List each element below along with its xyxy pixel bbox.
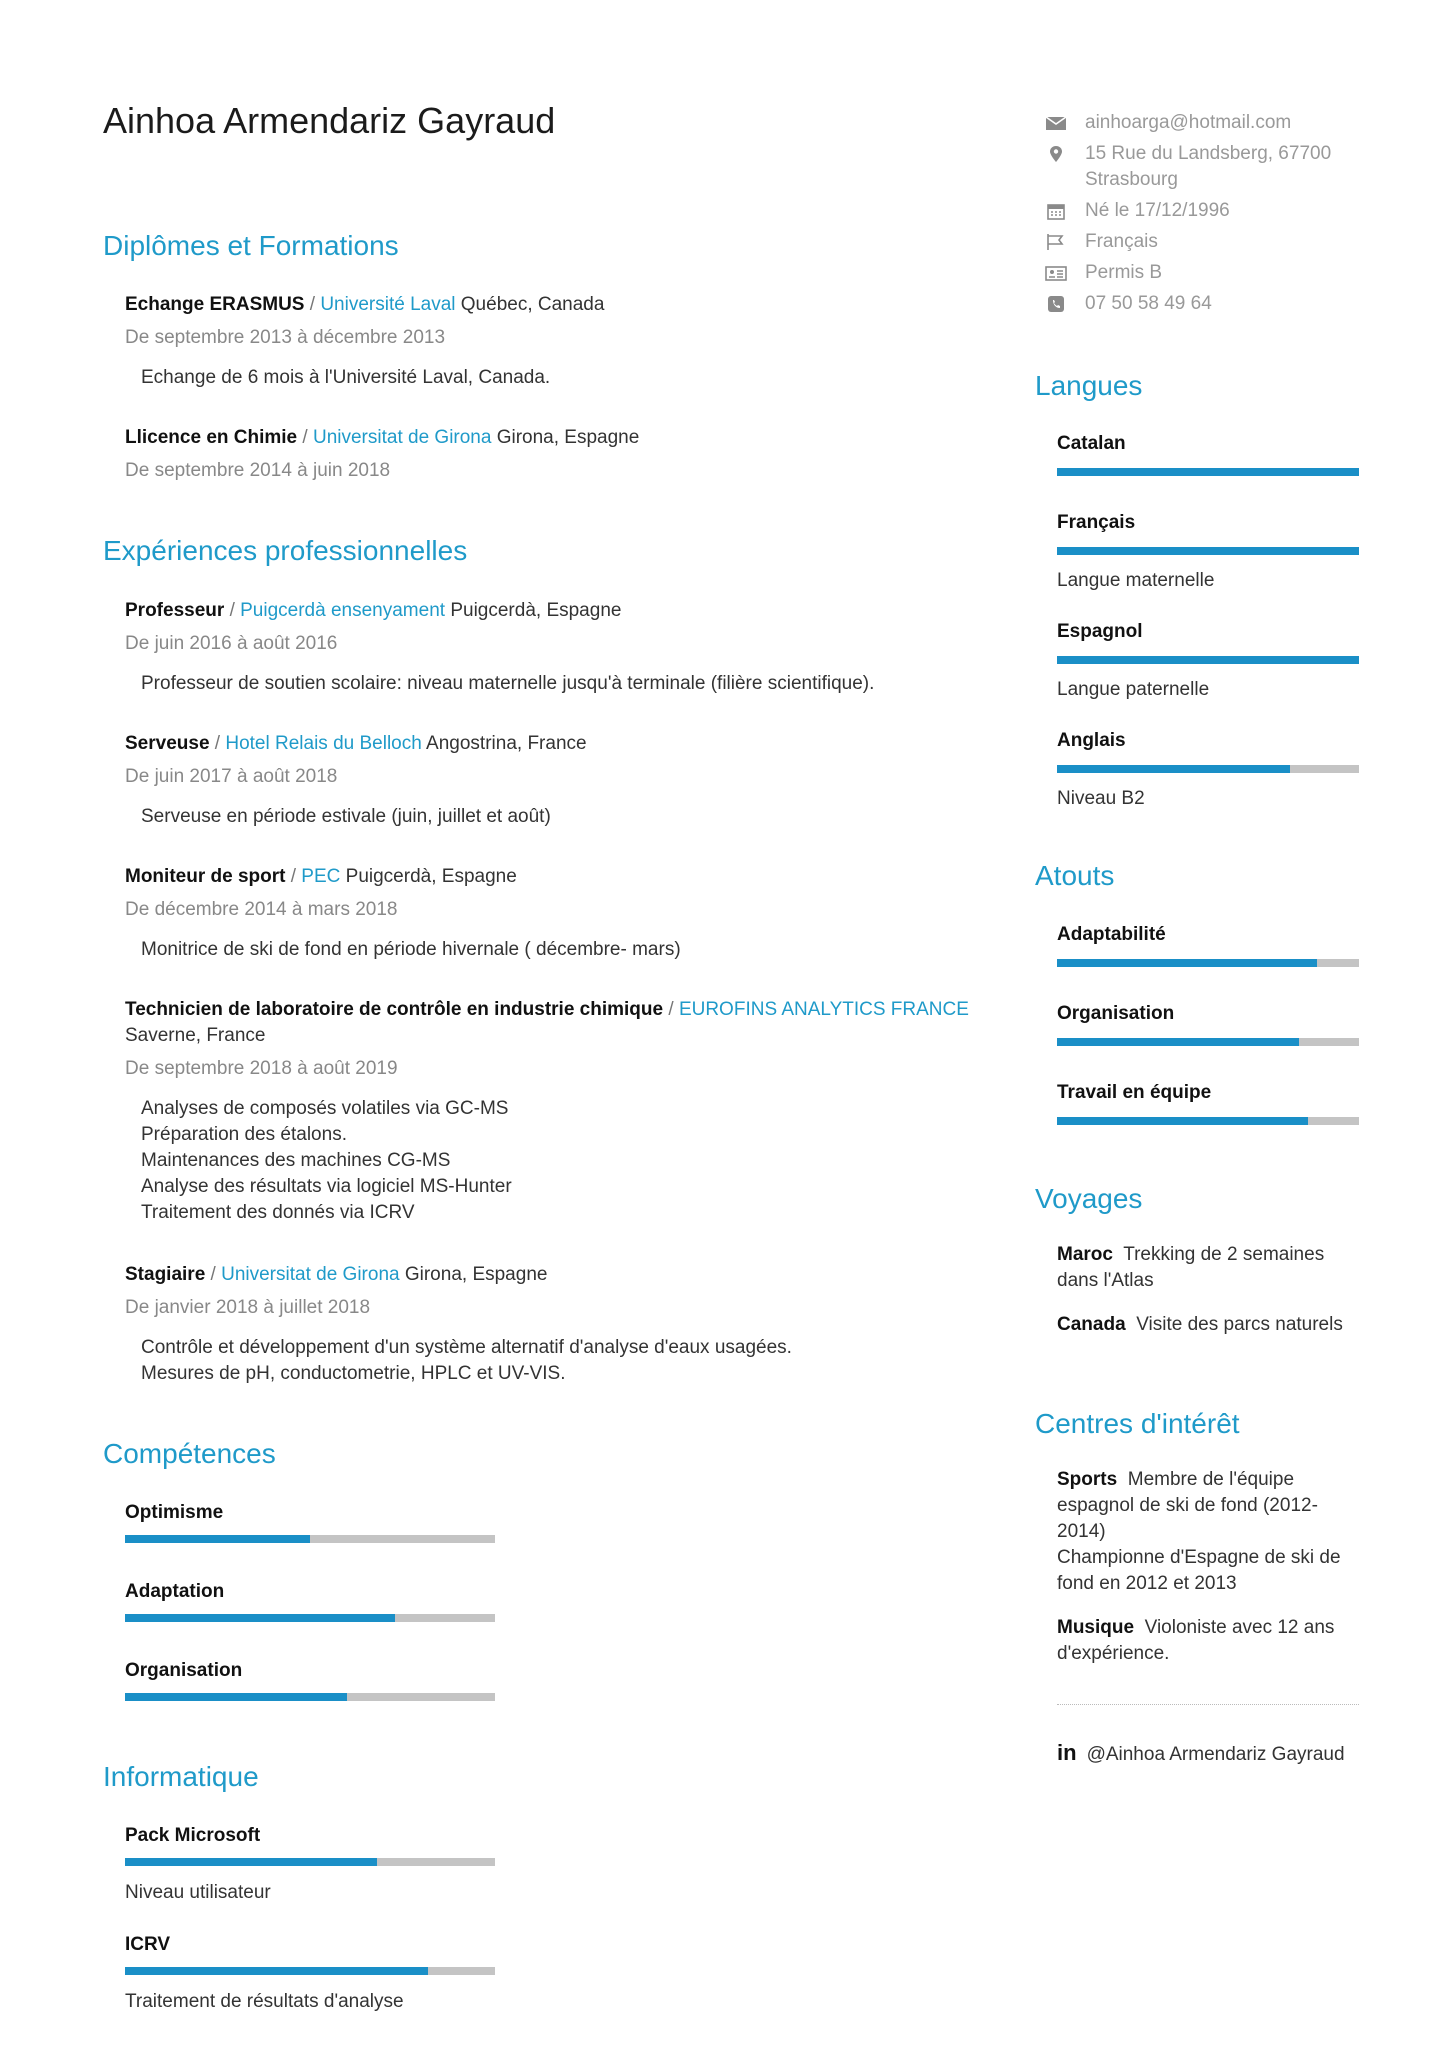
section-title-languages: Langues xyxy=(1035,370,1143,401)
language-bar-fill xyxy=(1057,468,1359,476)
section-title-interests: Centres d'intérêt xyxy=(1035,1408,1240,1439)
entry-title: Stagiaire xyxy=(125,1264,206,1285)
asset-label: Adaptabilité xyxy=(1057,924,1166,945)
it-bar xyxy=(125,1858,495,1866)
language-bar xyxy=(1057,468,1359,476)
section-title-experience: Expériences professionnelles xyxy=(103,535,468,566)
skill-bar xyxy=(125,1614,495,1622)
calendar-icon xyxy=(1045,202,1067,220)
language-bar xyxy=(1057,765,1359,773)
skill-item xyxy=(125,1502,495,1528)
entry-title: Technicien de laboratoire de contrôle en industrie chimique xyxy=(125,999,664,1020)
entry-date: De décembre 2014 à mars 2018 xyxy=(125,899,398,920)
it-item xyxy=(125,1825,495,1903)
asset-bar xyxy=(1057,959,1359,967)
travel-text: Trekking de 2 semaines dans l'Atlas xyxy=(1057,1244,1325,1291)
location-pin-icon xyxy=(1045,145,1067,163)
it-item xyxy=(125,1934,495,2012)
interest-text-extra: Championne d'Espagne de ski de fond en 2012 et 2013 xyxy=(1057,1547,1341,1594)
asset-label: Organisation xyxy=(1057,1003,1175,1024)
experience-entry: Moniteur de sport / PEC Puigcerdà, Espagne De décembre 2014 à mars 2018 Monitrice de ski de fond en période hivernale ( décembre- mars) xyxy=(125,864,985,963)
entry-desc-line: Serveuse en période estivale (juin, juillet et août) xyxy=(141,806,551,827)
entry-org: PEC xyxy=(301,866,341,887)
envelope-icon xyxy=(1045,114,1067,132)
it-label: Pack Microsoft xyxy=(125,1825,261,1846)
language-label: Anglais xyxy=(1057,730,1126,751)
it-bar-fill xyxy=(125,1858,377,1866)
language-bar xyxy=(1057,656,1359,664)
entry-desc-line: Maintenances des machines CG-MS xyxy=(141,1150,451,1171)
entry-title: Llicence en Chimie xyxy=(125,427,298,448)
asset-bar-fill xyxy=(1057,959,1317,967)
language-note: Niveau B2 xyxy=(1057,788,1145,809)
section-title-travel: Voyages xyxy=(1035,1183,1143,1214)
entry-org: Universitat de Girona xyxy=(221,1264,400,1285)
entry-date: De juin 2017 à août 2018 xyxy=(125,766,338,787)
experience-entry: Technicien de laboratoire de contrôle en industrie chimique / EUROFINS ANALYTICS FRANCE Saverne, France De septembre 2018 à août 2019 Analyses de composés volatiles via GC-MS Préparation des étalons. Maintenances des machines CG-MS Analyse des résultats via logiciel MS-Hunter Traitement des donnés via ICRV xyxy=(125,997,985,1226)
entry-org: Puigcerdà ensenyament xyxy=(240,600,446,621)
section-title-it: Informatique xyxy=(103,1761,259,1792)
language-bar-fill xyxy=(1057,656,1359,664)
divider xyxy=(1057,1704,1359,1705)
entry-org: Universitat de Girona xyxy=(312,427,492,448)
asset-label: Travail en équipe xyxy=(1057,1082,1212,1103)
entry-date: De juin 2016 à août 2016 xyxy=(125,633,338,654)
skill-bar-fill xyxy=(125,1693,347,1701)
travel-text: Visite des parcs naturels xyxy=(1136,1314,1343,1335)
interest-topic: Sports xyxy=(1057,1469,1118,1490)
entry-location: Angostrina, France xyxy=(426,733,587,754)
entry-date: De janvier 2018 à juillet 2018 xyxy=(125,1297,371,1318)
language-bar xyxy=(1057,547,1359,555)
skill-bar xyxy=(125,1693,495,1701)
section-title-skills: Compétences xyxy=(103,1438,276,1469)
interest-text: Violoniste avec 12 ans d'expérience. xyxy=(1057,1617,1335,1664)
section-title-education: Diplômes et Formations xyxy=(103,230,399,261)
entry-date: De septembre 2018 à août 2019 xyxy=(125,1058,398,1079)
entry-desc-line: Analyses de composés volatiles via GC-MS xyxy=(141,1098,509,1119)
skill-label: Organisation xyxy=(125,1660,243,1681)
interest-item xyxy=(1057,1467,1357,1597)
interest-text: Membre de l'équipe espagnol de ski de fond (2012-2014) xyxy=(1057,1469,1318,1542)
experience-entry: Serveuse / Hotel Relais du Belloch Angostrina, France De juin 2017 à août 2018 Serveuse en période estivale (juin, juillet et août) xyxy=(125,731,985,830)
entry-desc-line: Monitrice de ski de fond en période hivernale ( décembre- mars) xyxy=(141,939,681,960)
it-label: ICRV xyxy=(125,1934,171,1955)
skill-bar-fill xyxy=(125,1535,310,1543)
language-note: Langue paternelle xyxy=(1057,679,1210,700)
it-note: Traitement de résultats d'analyse xyxy=(125,1991,404,2012)
flag-icon xyxy=(1045,233,1067,251)
entry-title: Moniteur de sport xyxy=(125,866,286,887)
entry-desc-line: Professeur de soutien scolaire: niveau maternelle jusqu'à terminale (filière scientifique). xyxy=(141,673,875,694)
language-bar-fill xyxy=(1057,765,1290,773)
it-bar-fill xyxy=(125,1967,428,1975)
entry-location: Québec, Canada xyxy=(460,294,605,315)
skill-item xyxy=(125,1660,495,1686)
skill-label: Adaptation xyxy=(125,1581,225,1602)
entry-title: Serveuse xyxy=(125,733,210,754)
language-label: Espagnol xyxy=(1057,621,1143,642)
entry-location: Puigcerdà, Espagne xyxy=(345,866,517,887)
language-note: Langue maternelle xyxy=(1057,570,1215,591)
entry-desc-line: Préparation des étalons. xyxy=(141,1124,347,1145)
skill-item xyxy=(125,1581,495,1607)
entry-org: Université Laval xyxy=(320,294,456,315)
language-label: Catalan xyxy=(1057,433,1126,454)
asset-bar-fill xyxy=(1057,1038,1299,1046)
phone-icon xyxy=(1045,295,1067,313)
travel-place: Canada xyxy=(1057,1314,1126,1335)
entry-date: De septembre 2014 à juin 2018 xyxy=(125,460,391,481)
asset-bar xyxy=(1057,1117,1359,1125)
it-note: Niveau utilisateur xyxy=(125,1882,271,1903)
linkedin-link[interactable] xyxy=(1057,1740,1345,1766)
entry-desc-line: Analyse des résultats via logiciel MS-Hunter xyxy=(141,1176,512,1197)
education-entry: Llicence en Chimie / Universitat de Girona Girona, Espagne De septembre 2014 à juin 2018 xyxy=(125,425,985,484)
entry-desc-line: Echange de 6 mois à l'Université Laval, Canada. xyxy=(141,367,551,388)
entry-desc-line: Contrôle et développement d'un système alternatif d'analyse d'eaux usagées. xyxy=(141,1337,792,1358)
skill-bar xyxy=(125,1535,495,1543)
travel-place: Maroc xyxy=(1057,1244,1113,1265)
section-title-assets: Atouts xyxy=(1035,860,1115,891)
entry-location: Saverne, France xyxy=(125,1025,266,1046)
entry-org: EUROFINS ANALYTICS FRANCE xyxy=(678,999,969,1020)
it-bar xyxy=(125,1967,495,1975)
travel-item xyxy=(1057,1242,1357,1294)
entry-location: Girona, Espagne xyxy=(404,1264,548,1285)
entry-title: Echange ERASMUS xyxy=(125,294,305,315)
education-entry: Echange ERASMUS / Université Laval Québec, Canada De septembre 2013 à décembre 2013 Echange de 6 mois à l'Université Laval, Canada. xyxy=(125,292,985,391)
language-label: Français xyxy=(1057,512,1136,533)
id-card-icon xyxy=(1045,264,1067,282)
experience-entry: Stagiaire / Universitat de Girona Girona, Espagne De janvier 2018 à juillet 2018 Contrôle et développement d'un système alternatif d'analyse d'eaux usagées. Mesures de pH, conductometrie, HPLC et UV-VIS. xyxy=(125,1262,985,1387)
entry-org: Hotel Relais du Belloch xyxy=(225,733,422,754)
skill-bar-fill xyxy=(125,1614,395,1622)
linkedin-handle: @Ainhoa Armendariz Gayraud xyxy=(1086,1744,1345,1765)
skill-label: Optimisme xyxy=(125,1502,224,1523)
travel-item xyxy=(1057,1312,1357,1338)
interest-item xyxy=(1057,1615,1357,1667)
entry-date: De septembre 2013 à décembre 2013 xyxy=(125,327,446,348)
entry-title: Professeur xyxy=(125,600,225,621)
language-bar-fill xyxy=(1057,547,1359,555)
asset-bar xyxy=(1057,1038,1359,1046)
entry-location: Puigcerdà, Espagne xyxy=(450,600,622,621)
candidate-name: Ainhoa Armendariz Gayraud xyxy=(103,100,556,141)
entry-location: Girona, Espagne xyxy=(496,427,640,448)
entry-desc-line: Mesures de pH, conductometrie, HPLC et UV-VIS. xyxy=(141,1363,566,1384)
interest-topic: Musique xyxy=(1057,1617,1135,1638)
asset-bar-fill xyxy=(1057,1117,1308,1125)
experience-entry: Professeur / Puigcerdà ensenyament Puigcerdà, Espagne De juin 2016 à août 2016 Professeur de soutien scolaire: niveau maternelle jusqu'à terminale (filière scientifique). xyxy=(125,598,985,697)
linkedin-icon: in xyxy=(1057,1740,1077,1765)
entry-desc-line: Traitement des donnés via ICRV xyxy=(141,1202,415,1223)
